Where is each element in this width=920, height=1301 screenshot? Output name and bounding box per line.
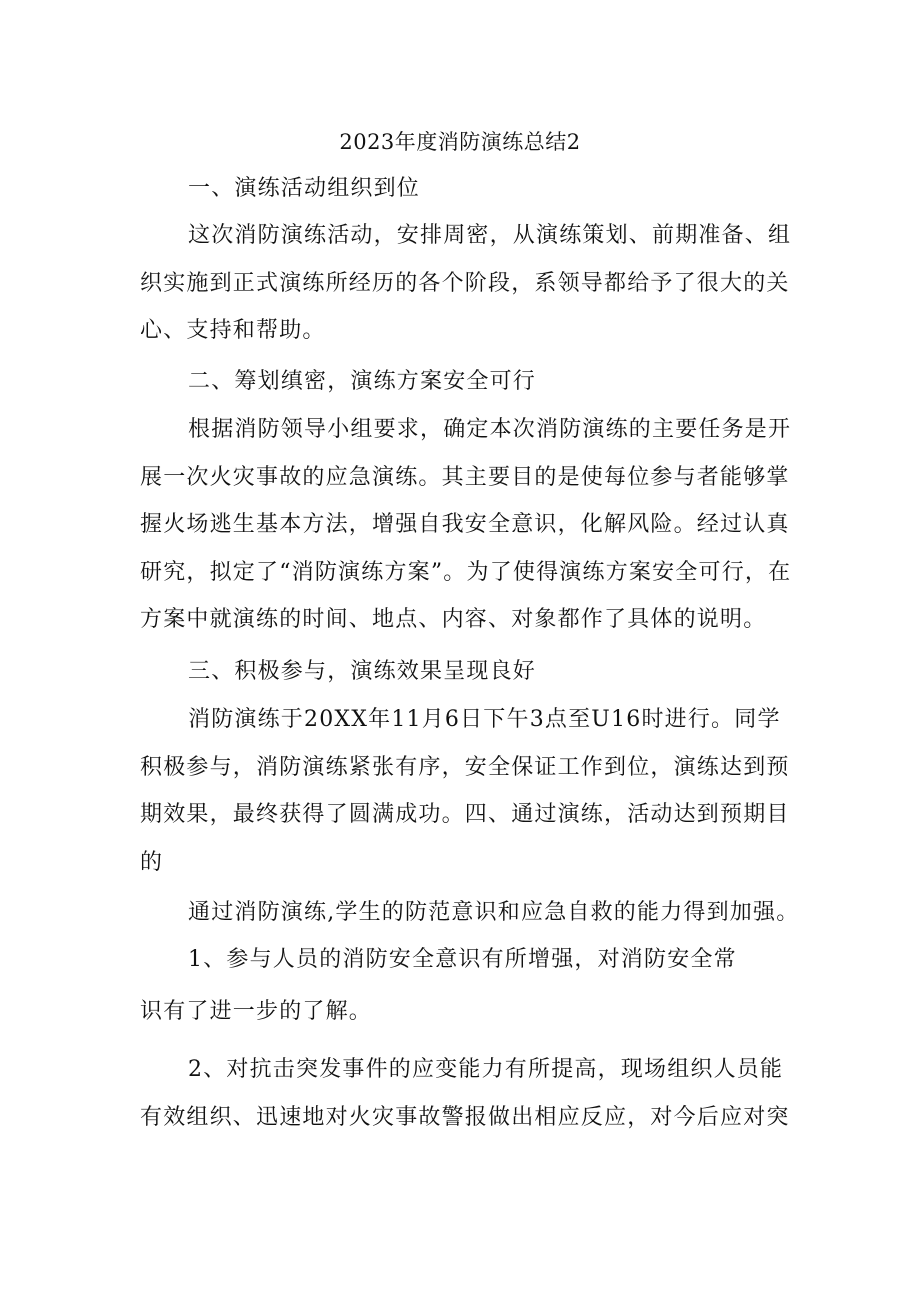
paragraph-4: 通过消防演练,学生的防范意识和应急自救的能力得到加强。	[188, 900, 800, 925]
list-item-1-line-2: 识有了进一步的了解。	[140, 999, 373, 1024]
paragraph-3: 消防演练于20XX年11月6日下午3点至U16时进行。同学积极参与，消防演练紧张有序，安全保证工作到位，演练达到预期效果，最终获得了圆满成功。四、通过演练，活动达到预期目的	[140, 707, 790, 875]
section-heading-3: 三、积极参与，演练效果呈现良好	[188, 659, 537, 684]
document-title: 2023年度消防演练总结2	[339, 130, 581, 154]
paragraph-1: 这次消防演练活动，安排周密，从演练策划、前期准备、组织实施到正式演练所经历的各个阶段，系领导都给予了很大的关心、支持和帮助。	[140, 223, 792, 343]
paragraph-2: 根据消防领导小组要求，确定本次消防演练的主要任务是开展一次火灾事故的应急演练。其主要目的是使每位参与者能够掌握火场逃生基本方法，增强自我安全意识，化解风险。经过认真研究，拟定了“消防演练方案”。为了使得演练方案安全可行，在方案中就演练的时间、地点、内容、对象都作了具体的说明。	[140, 417, 792, 632]
section-heading-2: 二、筹划缜密，演练方案安全可行	[188, 369, 537, 394]
section-heading-1: 一、演练活动组织到位	[188, 176, 421, 201]
paragraph-5: 2、对抗击突发事件的应变能力有所提高，现场组织人员能有效组织、迅速地对火灾事故警报做出相应反应，对今后应对突	[140, 1057, 790, 1130]
list-item-1-line-1: 1、参与人员的消防安全意识有所增强，对消防安全常	[188, 947, 737, 972]
